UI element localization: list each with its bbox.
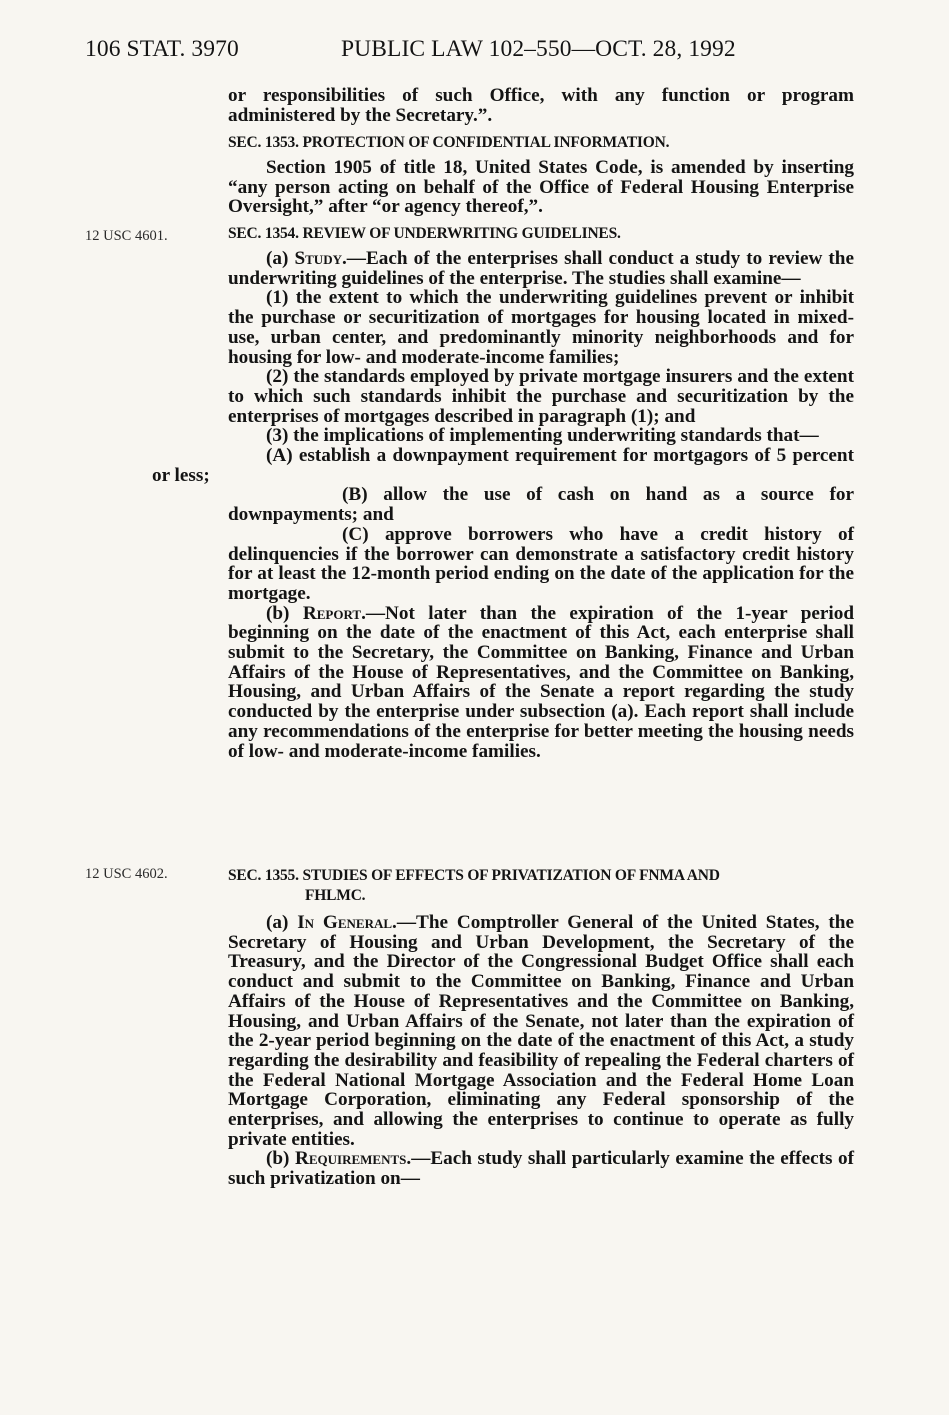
- subparagraph-b: (B) allow the use of cash on hand as a source for downpayments; and: [228, 484, 854, 526]
- section-1353: [228, 133, 854, 153]
- margin-note-usc-4601: 12 USC 4601.: [85, 228, 168, 244]
- section-heading: SEC. 1355. STUDIES OF EFFECTS OF PRIVATIZATION OF FNMA AND FHLMC.: [228, 867, 720, 904]
- subsection-b: (b) Report.—Not later than the expiration of the 1-year period beginning on the date of the enactment of this Act, each enterprise shall submit to the Secretary, the Committee on Banking, Finance and Urban Affairs of the House of Representatives, and the Committee on Banking, Housing, and Urban Affairs of the Senate a report regarding the study conducted by the enterprise under subsection (a). Each report shall include any recommendations of the enterprise for better meeting the housing needs of low- and moderate-income families.: [228, 602, 855, 762]
- subsection-title: Study: [294, 248, 342, 269]
- paragraph-3: (3) the implications of implementing underwriting standards that—: [266, 425, 819, 447]
- section-1355-heading-wrap: [228, 866, 854, 905]
- section-heading: SEC. 1354. REVIEW OF UNDERWRITING GUIDELINES.: [228, 225, 621, 242]
- paragraph: Section 1905 of title 18, United States Code, is amended by inserting “any person acting on behalf of the Office of Federal Housing Enterprise Oversight,” after “or agency thereof,”.: [228, 157, 854, 218]
- subsection-a: (a) In General.—The Comptroller General of the United States, the Secretary of Housing and Urban Development, the Secretary of the Treasury, and the Director of the Congressional Budget Office shall each conduct and submit to the Committee on Banking, Finance and Urban Affairs of the House of Representatives and the Committee on Banking, Housing, and Urban Affairs of the Senate, not later than the expiration of the 2-year period beginning on the date of the enactment of this Act, a study regarding the desirability and feasibility of repealing the Federal charters of the Federal National Mortgage Association and the Federal Home Loan Mortgage Corporation, eliminating any Federal sponsorship of the enterprises, and allowing the enterprises to continue to operate as fully private entities.: [228, 912, 854, 1150]
- section-1354-body: [152, 248, 855, 762]
- subsection-title: In General: [297, 912, 393, 933]
- subparagraph-c: (C) approve borrowers who have a credit history of delinquencies if the borrower can demonstrate a satisfactory credit history for at least the 12-month period ending on the date of the application for the mortgage.: [228, 523, 854, 604]
- section-1354-heading-wrap: [228, 224, 854, 244]
- stat-page-number: 106 STAT. 3970: [85, 36, 239, 62]
- public-law-citation: PUBLIC LAW 102–550—OCT. 28, 1992: [341, 36, 736, 62]
- subsection-title: Requirements: [295, 1148, 407, 1170]
- subsection-a: (a) Study.—Each of the enterprises shall conduct a study to review the underwriting guidelines of the enterprise. The studies shall examine—: [228, 248, 854, 289]
- margin-note-usc-4602: 12 USC 4602.: [85, 866, 168, 882]
- section-heading: SEC. 1353. PROTECTION OF CONFIDENTIAL INFORMATION.: [228, 134, 670, 151]
- subparagraph-a: (A) establish a downpayment requirement for mortgagors of 5 percent or less;: [152, 445, 854, 486]
- section-1353-body: [228, 158, 854, 217]
- section-1355-body: [228, 913, 854, 1189]
- subsection-title: Report: [302, 602, 362, 624]
- page-header: [85, 36, 845, 70]
- paragraph-2: (2) the standards employed by private mortgage insurers and the extent to which such standards inhibit the purchase and securitization by the enterprises of mortgages described in paragraph (1); and: [228, 366, 854, 427]
- continuation-paragraph: or responsibilities of such Office, with any function or program administered by the Secretary.”.: [228, 85, 854, 126]
- subsection-b: (b) Requirements.—Each study shall particularly examine the effects of such privatization on—: [228, 1148, 854, 1190]
- paragraph-1: (1) the extent to which the underwriting guidelines prevent or inhibit the purchase or securitization of mortgages for housing located in mixed-use, urban center, and predominantly minority neighborhoods and for housing for low- and moderate-income families;: [228, 287, 854, 368]
